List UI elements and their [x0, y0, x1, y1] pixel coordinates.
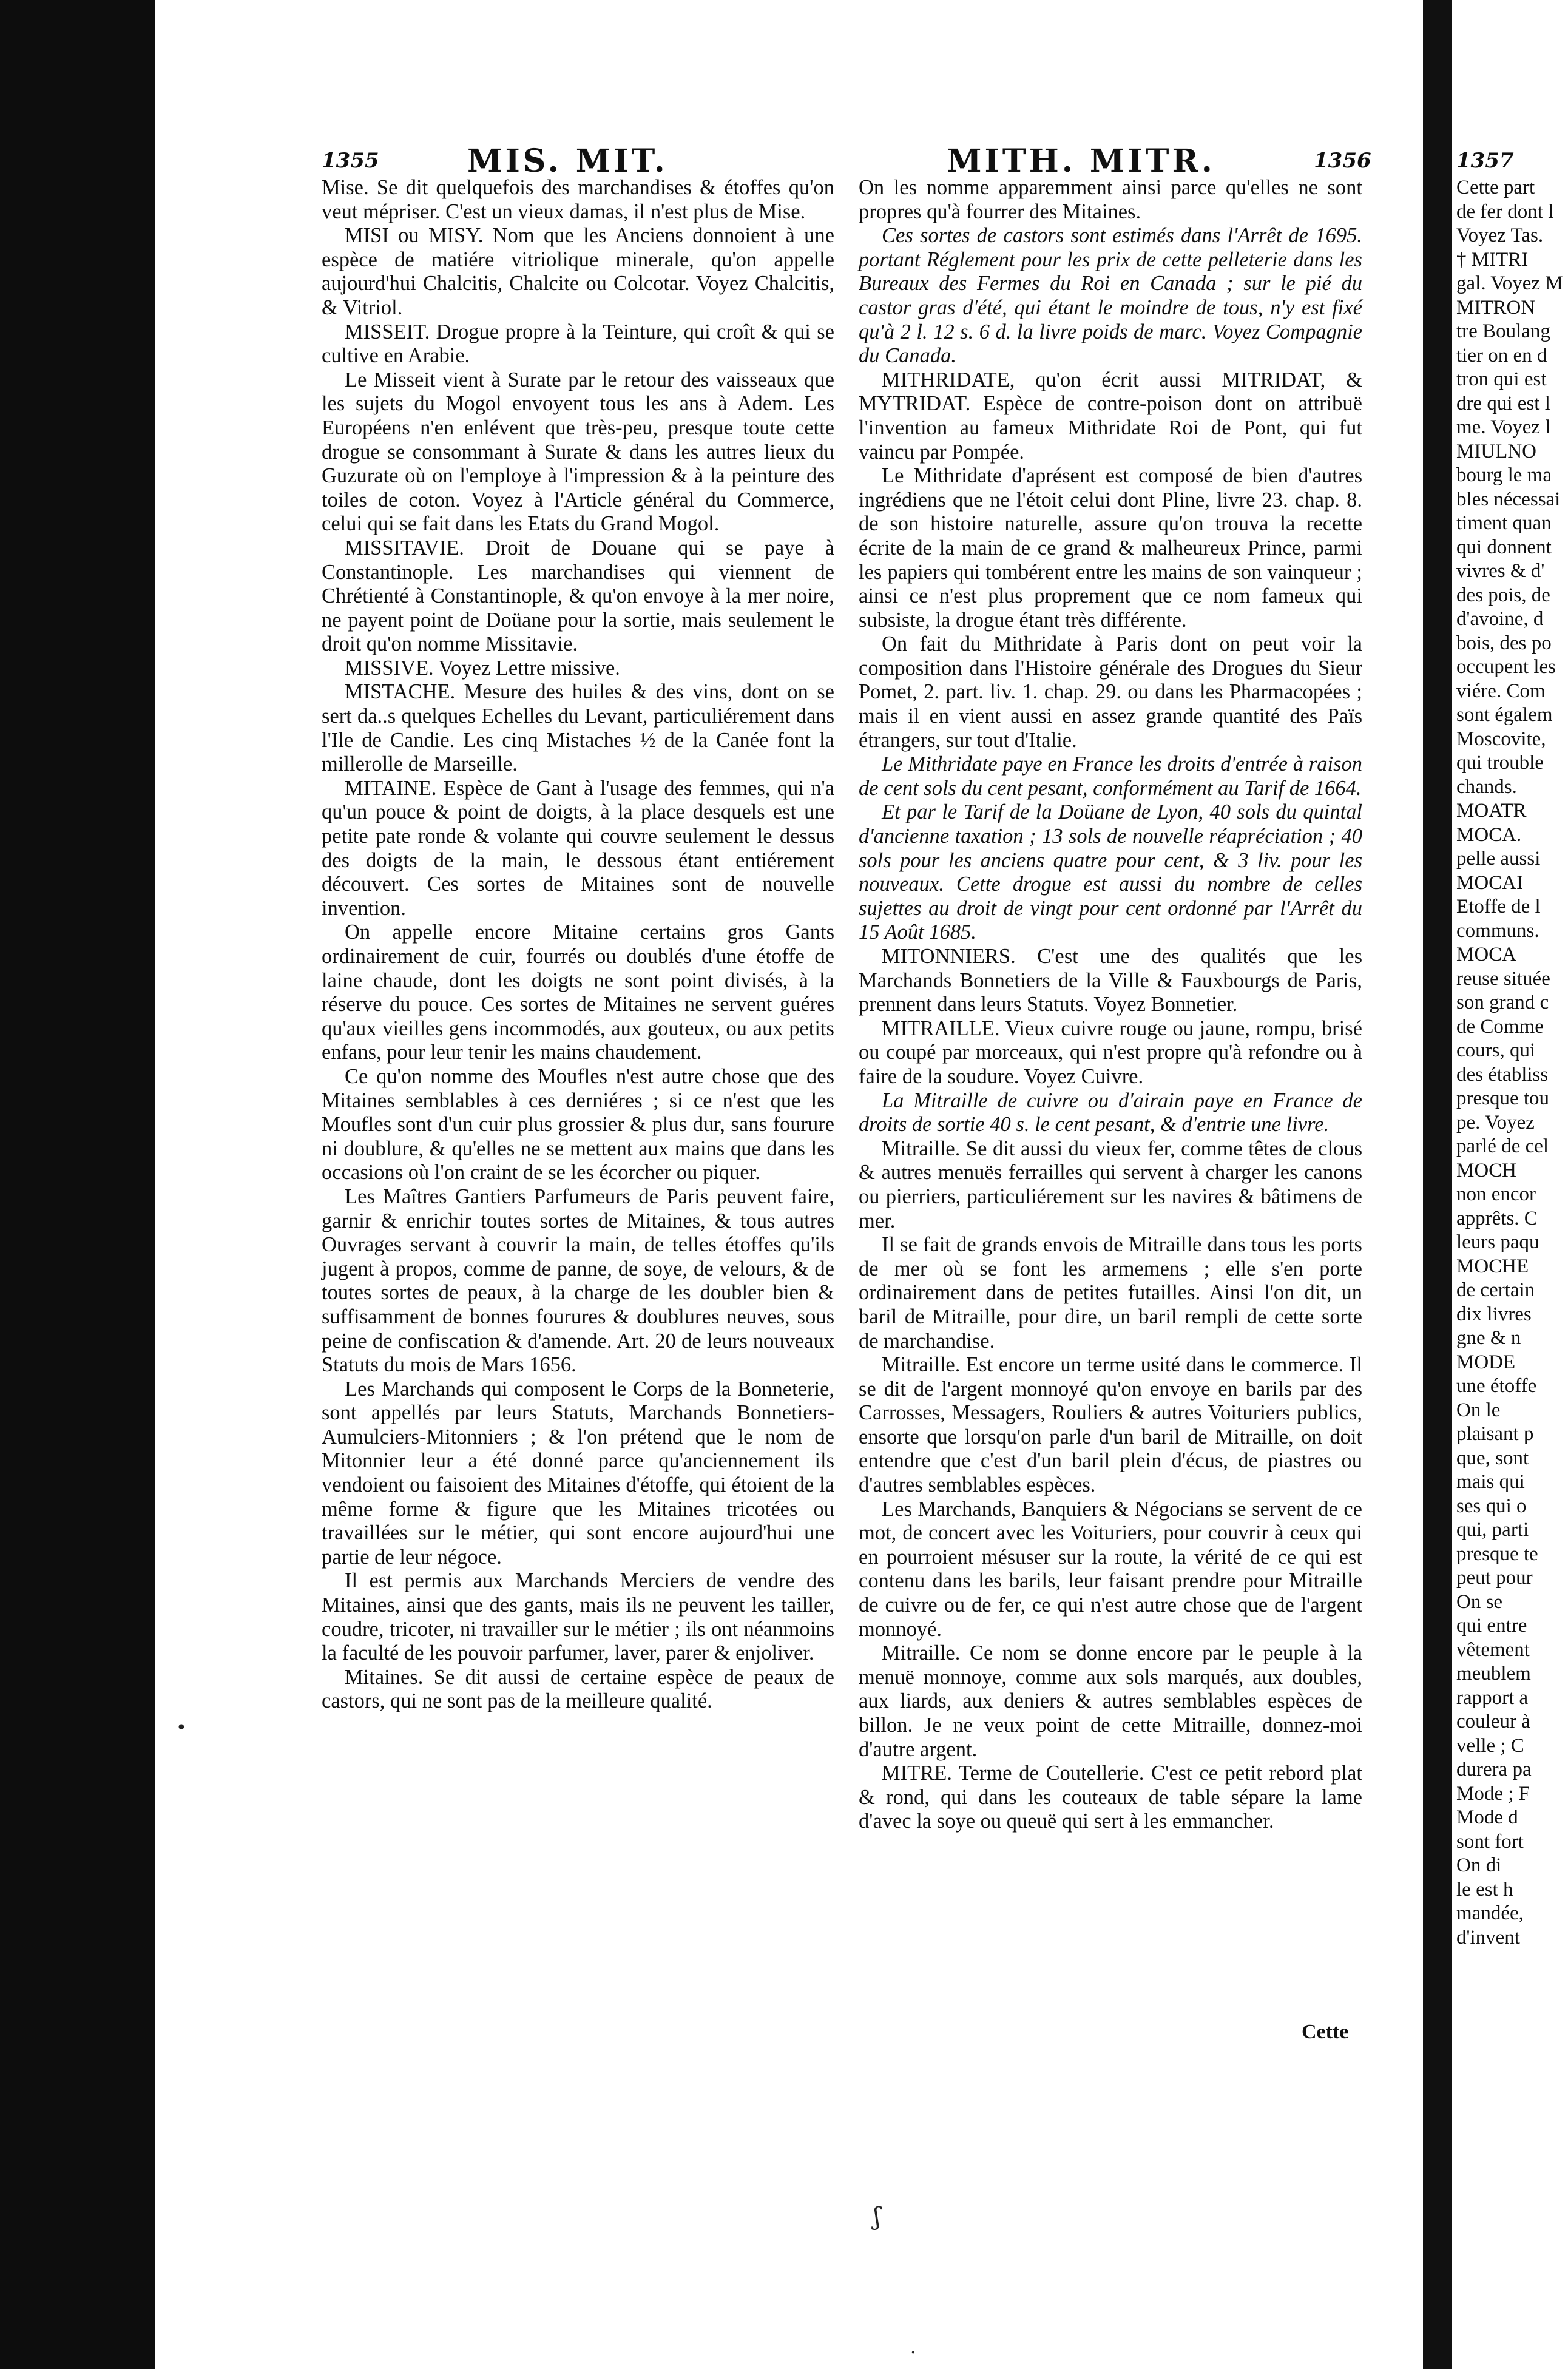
- paragraph: On appelle encore Mitaine certains gros Gants ordinairement de cuir, fourrés ou doublés d'une étoffe de laine chaude, dont les doigts ne sont point divisés, à la réserve du pouce. Ces sortes de Mitaines ne servent guéres qu'aux vieilles gens incommodés, aux gouteux, ou aux petits enfans, pour leur tenir les mains chaudement.: [322, 921, 834, 1064]
- fragment-line: tier on en d: [1456, 344, 1547, 367]
- fragment-line: On di: [1456, 1854, 1502, 1876]
- fragment-line: parlé de cel: [1456, 1135, 1549, 1157]
- fragment-line: plaisant p: [1456, 1423, 1534, 1445]
- fragment-line: des établiss: [1456, 1063, 1549, 1086]
- fragment-line: cours, qui: [1456, 1039, 1536, 1061]
- page-number-next: 1357: [1456, 149, 1514, 173]
- fragment-line: MODE: [1456, 1351, 1516, 1373]
- fragment-line: vêtement: [1456, 1638, 1530, 1661]
- fragment-line: chands.: [1456, 776, 1517, 798]
- fragment-line: tre Boulang: [1456, 320, 1550, 342]
- fragment-line: bois, des po: [1456, 632, 1552, 654]
- running-header-left: MIS. MIT.: [467, 142, 668, 180]
- entry-mitre: MITRE. Terme de Coutellerie. C'est ce petit rebord plat & rond, qui dans les couteaux de table sépare la lame d'avec la soye ou queuë qui sert à les emmancher.: [859, 1762, 1362, 1833]
- left-column: [322, 176, 834, 1714]
- paragraph: Et par le Tarif de la Doüane de Lyon, 40 sols du quintal d'ancienne taxation ; 13 sols de nouvelle réapréciation ; 40 sols pour les anciens quatre pour cent, & 3 liv. pour les nouveaux. Cette drogue est aussi du nombre de celles sujettes au droit de vingt pour cent ordonné par l'Arrêt du 15 Août 1685.: [859, 800, 1362, 944]
- fragment-line: me. Voyez l: [1456, 416, 1551, 438]
- entry-mitraille: MITRAILLE. Vieux cuivre rouge ou jaune, rompu, brisé ou coupé par morceaux, qui n'est propre qu'à refondre ou à faire de la soudure. Voyez Cuivre.: [859, 1016, 1362, 1088]
- entry-mitonniers: MITONNIERS. C'est une des qualités que les Marchands Bonnetiers de la Ville & Fauxbourgs de Paris, prennent dans leurs Statuts. Voyez Bonnetier.: [859, 945, 1362, 1016]
- fragment-line: MOCHE: [1456, 1255, 1529, 1277]
- fragment-line: des pois, de: [1456, 584, 1550, 606]
- fragment-line: † MITRI: [1456, 248, 1529, 271]
- fragment-line: pelle aussi: [1456, 848, 1541, 870]
- fragment-line: gne & n: [1456, 1327, 1521, 1349]
- fragment-line: On le: [1456, 1399, 1501, 1421]
- fragment-line: non encor: [1456, 1183, 1536, 1205]
- fragment-line: qui, parti: [1456, 1519, 1529, 1541]
- entry-misi: MISI ou MISY. Nom que les Anciens donnoient à une espèce de matiére vitriolique minerale, qu'on appelle aujourd'hui Chalcitis, Chalcite ou Colcotar. Voyez Chalcitis, & Vitriol.: [322, 224, 834, 319]
- fragment-line: bles nécessai: [1456, 488, 1561, 510]
- paragraph: Ce qu'on nomme des Moufles n'est autre chose que des Mitaines semblables à ces derniéres ; si ce n'est que les Moufles sont d'un cuir plus grossier & plus dur, sans fourure ni doublure, & qu'elles ne se mettent aux mains que dans les occasions où l'on craint de se les écorcher ou piquer.: [322, 1064, 834, 1184]
- fragment-line: MOCH: [1456, 1159, 1517, 1181]
- paragraph: Le Mithridate paye en France les droits d'entrée à raison de cent sols du cent pesant, conformément au Tarif de 1664.: [859, 752, 1362, 800]
- page-number-left: 1355: [322, 149, 379, 173]
- catchword: Cette: [1302, 2021, 1349, 2043]
- fragment-line: le est h: [1456, 1878, 1513, 1901]
- entry-missive: MISSIVE. Voyez Lettre missive.: [345, 656, 620, 680]
- fragment-line: MIULNO: [1456, 440, 1536, 462]
- entry-mitaines: Mitaines. Se dit aussi de certaine espèce de peaux de castors, qui ne sont pas de la meilleure qualité.: [322, 1665, 834, 1713]
- fragment-line: presque tou: [1456, 1087, 1550, 1109]
- fragment-line: viére. Com: [1456, 680, 1546, 702]
- fragment-line: gal. Voyez M: [1456, 272, 1563, 294]
- fragment-line: dix livres: [1456, 1303, 1532, 1325]
- entry-misseit: MISSEIT. Drogue propre à la Teinture, qui croît & qui se cultive en Arabie.: [322, 320, 834, 368]
- fragment-line: Voyez Tas.: [1456, 225, 1544, 246]
- fragment-line: de Comme: [1456, 1015, 1544, 1038]
- fragment-line: d'avoine, d: [1456, 608, 1544, 630]
- paragraph: Il se fait de grands envois de Mitraille dans tous les ports de mer où se font les armemens ; elle s'en porte ordinairement dans de petites futailles. Ainsi l'on dit, un baril de Mitraille, pour dire, un baril rempli de cette sorte de marchandise.: [859, 1233, 1362, 1353]
- fragment-line: MOATR: [1456, 800, 1527, 822]
- fragment-line: On se: [1456, 1590, 1503, 1613]
- page-gutter: [1423, 0, 1452, 2369]
- fragment-line: couleur à: [1456, 1711, 1530, 1732]
- paragraph: Le Mithridate d'aprésent est composé de bien d'autres ingrédiens que ne l'étoit celui dont Pline, livre 23. chap. 8. de son histoire naturelle, assure qu'on trouva la recette écrite de la main de ce grand & malheureux Prince, parmi les papiers qui tombérent entre les mains de son vainqueur ; ainsi ce n'est plus proprement que ce nom fameux qui subsiste, la drogue étant très différente.: [859, 464, 1362, 632]
- fragment-line: qui donnent: [1456, 536, 1552, 558]
- stray-mark: •: [176, 1717, 187, 1739]
- fragment-line: de certain: [1456, 1279, 1535, 1301]
- fragment-line: mais qui: [1456, 1471, 1525, 1493]
- running-header-right: MITH. MITR.: [947, 142, 1215, 180]
- fragment-line: Cette part: [1456, 177, 1535, 198]
- fragment-line: reuse située: [1456, 967, 1550, 990]
- paragraph: Les Marchands, Banquiers & Négocians se servent de ce mot, de concert avec les Voituriers, pour couvrir à ceux qui en pourroient mésuser sur la route, la vérité de ce qui est contenu dans les barils, leur faisant prendre pour Mitraille de cuivre ou de fer, ce qui n'est autre chose que de l'argent monnoyé.: [859, 1497, 1362, 1641]
- fragment-line: mandée,: [1456, 1902, 1524, 1924]
- fragment-line: rapport a: [1456, 1686, 1529, 1709]
- fragment-line: apprêts. C: [1456, 1207, 1538, 1229]
- fragment-line: sont égalem: [1456, 704, 1553, 726]
- entry-missitavie: MISSITAVIE. Droit de Douane qui se paye à Constantinople. Les marchandises qui viennent de Chrétienté à Constantinople, & qu'on envoye à la mer noire, ne payent point de Doüane pour la sortie, mais seulement le droit qu'on nomme Missitavie.: [322, 536, 834, 656]
- fragment-line: leurs paqu: [1456, 1231, 1539, 1253]
- paragraph: Le Misseit vient à Surate par le retour des vaisseaux que les sujets du Mogol envoyent tous les ans à Adem. Les Européens n'en enlévent que très-peu, presque toute cette drogue se consommant à Surate & dans les autres lieux du Guzurate où on l'employe à l'impression & à la peinture des toiles de coton. Voyez à l'Article général du Commerce, celui qui se fait dans les Etats du Grand Mogol.: [322, 368, 834, 536]
- fragment-line: MOCAI: [1456, 871, 1524, 894]
- paragraph: Mitraille. Ce nom se donne encore par le peuple à la menuë monnoye, comme aux sols marqués, aux doubles, aux liards, aux deniers & autres semblables espèces de billon. Je ne veux point de cette Mitraille, donnez-moi d'autre argent.: [859, 1641, 1362, 1761]
- fragment-line: qui entre: [1456, 1615, 1527, 1637]
- fragment-line: velle ; C: [1456, 1734, 1524, 1757]
- paragraph: La Mitraille de cuivre ou d'airain paye en France de droits de sortie 40 s. le cent pesant, & d'entrie une livre.: [859, 1089, 1362, 1137]
- next-page-text: [1456, 176, 1568, 1950]
- fragment-line: MOCA: [1456, 944, 1517, 965]
- paragraph: On fait du Mithridate à Paris dont on peut voir la composition dans l'Histoire générale des Drogues du Sieur Pomet, 2. part. liv. 1. chap. 29. ou dans les Pharmacopées ; mais il en vient aussi en assez grande quantité des Païs étrangers, sur tout d'Italie.: [859, 632, 1362, 752]
- fragment-line: MOCA.: [1456, 823, 1522, 846]
- fragment-line: tron qui est: [1456, 368, 1547, 390]
- fragment-line: qui trouble: [1456, 752, 1544, 774]
- right-column: [859, 176, 1362, 1834]
- fragment-line: Etoffe de l: [1456, 896, 1541, 918]
- fragment-line: peut pour: [1456, 1567, 1533, 1589]
- fragment-line: de fer dont l: [1456, 200, 1554, 223]
- book-binding-shadow: [0, 0, 155, 2369]
- fragment-line: que, sont: [1456, 1447, 1529, 1469]
- entry-mistache: MISTACHE. Mesure des huiles & des vins, dont on se sert da..s quelques Echelles du Levant, particuliérement dans l'Ile de Candie. Les cinq Mistaches ½ de la Canée font la millerolle de Marseille.: [322, 680, 834, 776]
- fragment-line: pe. Voyez: [1456, 1111, 1535, 1134]
- fragment-line: d'invent: [1456, 1926, 1520, 1948]
- fragment-line: communs.: [1456, 919, 1539, 942]
- paragraph: Mitraille. Se dit aussi du vieux fer, comme têtes de clous & autres menuës ferrailles qui servent à charger les canons ou pierriers, particuliérement sur les navires & bâtimens de mer.: [859, 1137, 1362, 1232]
- paragraph: Il est permis aux Marchands Merciers de vendre des Mitaines, ainsi que des gants, mais ils ne peuvent les tailler, coudre, tricoter, ni travailler sur le métier ; ils ont néanmoins la faculté de les pouvoir parfumer, laver, parer & enjoliver.: [322, 1569, 834, 1665]
- stray-mark: ʃ: [874, 2203, 880, 2231]
- fragment-line: MITRON: [1456, 296, 1536, 319]
- fragment-line: durera pa: [1456, 1759, 1532, 1780]
- page-number-right: 1356: [1314, 149, 1371, 173]
- fragment-line: son grand c: [1456, 992, 1549, 1013]
- paragraph: Ces sortes de castors sont estimés dans l'Arrêt de 1695. portant Réglement pour les prix de cette pelleterie dans les Bureaux des Fermes du Roi en Canada ; sur le pié du castor gras d'été, qui étant le moindre de tous, n'y est fixé qu'à 2 l. 12 s. 6 d. la livre poids de marc. Voyez Compagnie du Canada.: [859, 224, 1362, 368]
- stray-mark: ·: [910, 2342, 916, 2364]
- fragment-line: Moscovite,: [1456, 728, 1546, 750]
- entry-mise: Mise. Se dit quelquefois des marchandises & étoffes qu'on veut mépriser. C'est un vieux damas, il n'est plus de Mise.: [322, 176, 834, 223]
- fragment-line: ses qui o: [1456, 1495, 1527, 1517]
- paragraph: Les Maîtres Gantiers Parfumeurs de Paris peuvent faire, garnir & enrichir toutes sortes de Mitaines, & tous autres Ouvrages servant à couvrir la main, de telles étoffes qu'ils jugent à propos, comme de panne, de soye, de velours, & de toutes sortes de peaux, à la charge de les doubler bien & suffisamment de bonnes fourures & doublures neuves, sous peine de confiscation & d'amende. Art. 20 de leurs nouveaux Statuts du mois de Mars 1656.: [322, 1184, 834, 1377]
- fragment-line: Mode ; F: [1456, 1782, 1530, 1805]
- fragment-line: une étoffe: [1456, 1375, 1537, 1397]
- entry-mitaine: MITAINE. Espèce de Gant à l'usage des femmes, qui n'a qu'un pouce & point de doigts, à la place desquels est une petite pate ronde & volante qui couvre seulement le dessus des doigts de la main, le dessous étant entiérement découvert. Ces sortes de Mitaines sont de nouvelle invention.: [322, 776, 834, 920]
- fragment-line: vivres & d': [1456, 560, 1545, 582]
- fragment-line: bourg le ma: [1456, 464, 1552, 486]
- fragment-line: sont fort: [1456, 1830, 1524, 1853]
- fragment-line: dre qui est l: [1456, 392, 1550, 414]
- paragraph: On les nomme apparemment ainsi parce qu'elles ne sont propres qu'à fourrer des Mitaines.: [859, 176, 1362, 223]
- fragment-line: timent quan: [1456, 512, 1552, 534]
- entry-mithridate: MITHRIDATE, qu'on écrit aussi MITRIDAT, & MYTRIDAT. Espèce de contre-poison dont on attribuë l'invention au fameux Mithridate Roi de Pont, qui fut vaincu par Pompée.: [859, 368, 1362, 464]
- fragment-line: Mode d: [1456, 1806, 1518, 1828]
- fragment-line: occupent les: [1456, 656, 1556, 678]
- fragment-line: presque te: [1456, 1543, 1538, 1565]
- paragraph: Les Marchands qui composent le Corps de la Bonneterie, sont appellés par leurs Statuts, Marchands Bonnetiers-Aumulciers-Mitonniers ; & l'on prétend que le nom de Mitonnier leur a été donné parce qu'anciennement ils vendoient ou faisoient des Mitaines d'étoffe, qui étoient de la même forme & figure que les Mitaines tricotées ou travaillées sur le métier, qui sont encore aujourd'hui une partie de leur négoce.: [322, 1377, 834, 1569]
- fragment-line: meublem: [1456, 1663, 1531, 1685]
- paragraph: Mitraille. Est encore un terme usité dans le commerce. Il se dit de l'argent monnoyé qu'on envoye en barils par des Carrosses, Messagers, Rouliers & autres Voituriers publics, ensorte que lorsqu'on parle d'un baril de Mitraille, on doit entendre que c'est d'un baril plein d'écus, de piastres ou d'autres semblables espèces.: [859, 1353, 1362, 1497]
